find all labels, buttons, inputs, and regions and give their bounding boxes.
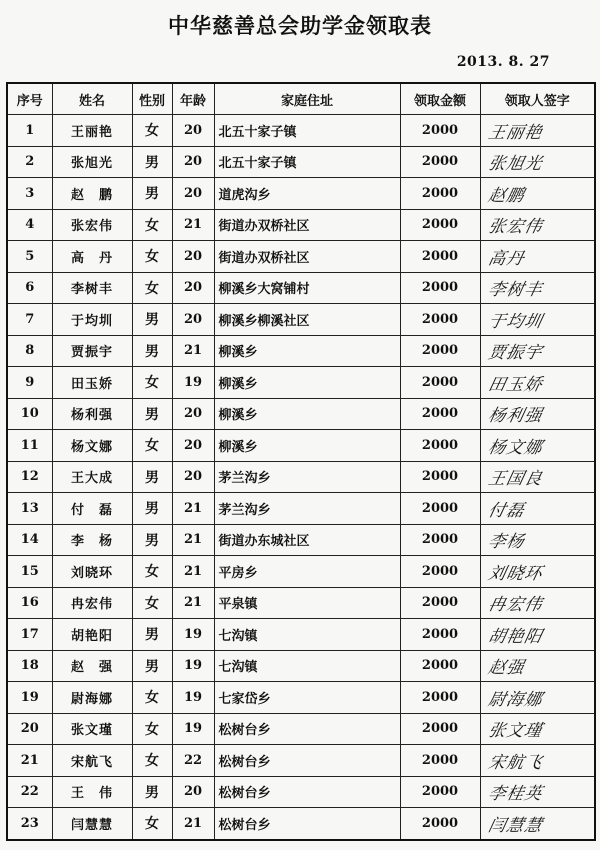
cell-name: 冉宏伟 [52, 587, 132, 619]
cell-signature [480, 682, 595, 714]
cell-amount: 2000 [400, 713, 480, 745]
table-row [7, 493, 595, 525]
cell-signature [480, 619, 595, 651]
cell-signature [480, 115, 595, 147]
handwritten-signature: 张宏伟 [485, 217, 545, 238]
document-title: 中华慈善总会助学金领取表 [168, 13, 432, 38]
cell-sex: 女 [132, 556, 172, 588]
cell-amount: 2000 [400, 776, 480, 808]
cell-signature [480, 776, 595, 808]
cell-address: 柳溪乡柳溪社区 [214, 304, 400, 336]
handwritten-signature: 刘晓环 [485, 563, 545, 584]
cell-address: 七家岱乡 [214, 682, 400, 714]
cell-sex: 女 [132, 209, 172, 241]
table-row [7, 745, 595, 777]
cell-no: 9 [7, 367, 52, 399]
cell-age: 21 [172, 209, 214, 241]
table-row [7, 178, 595, 210]
cell-sex: 女 [132, 682, 172, 714]
header-no: 序号 [7, 83, 52, 115]
cell-amount: 2000 [400, 619, 480, 651]
cell-address: 七沟镇 [214, 619, 400, 651]
cell-no: 17 [7, 619, 52, 651]
cell-no: 21 [7, 745, 52, 777]
cell-name: 张旭光 [52, 146, 132, 178]
cell-name: 闫慧慧 [52, 808, 132, 840]
cell-signature [480, 430, 595, 462]
cell-amount: 2000 [400, 524, 480, 556]
cell-amount: 2000 [400, 461, 480, 493]
handwritten-signature: 张文瑾 [485, 721, 545, 742]
cell-name: 于均圳 [52, 304, 132, 336]
cell-name: 张宏伟 [52, 209, 132, 241]
cell-name: 王大成 [52, 461, 132, 493]
header-address: 家庭住址 [214, 83, 400, 115]
cell-age: 21 [172, 524, 214, 556]
cell-sex: 女 [132, 808, 172, 840]
cell-age: 20 [172, 776, 214, 808]
cell-no: 10 [7, 398, 52, 430]
table-row [7, 461, 595, 493]
cell-amount: 2000 [400, 808, 480, 840]
table-row [7, 335, 595, 367]
cell-address: 茅兰沟乡 [214, 493, 400, 525]
cell-sex: 男 [132, 461, 172, 493]
cell-age: 21 [172, 556, 214, 588]
cell-age: 19 [172, 713, 214, 745]
handwritten-signature: 贾振宇 [485, 343, 545, 364]
cell-name: 高 丹 [52, 241, 132, 273]
cell-age: 19 [172, 367, 214, 399]
table-row [7, 146, 595, 178]
header-amount: 领取金额 [400, 83, 480, 115]
cell-sex: 男 [132, 524, 172, 556]
cell-no: 4 [7, 209, 52, 241]
cell-no: 7 [7, 304, 52, 336]
cell-address: 柳溪乡 [214, 335, 400, 367]
cell-address: 松树台乡 [214, 713, 400, 745]
cell-amount: 2000 [400, 587, 480, 619]
cell-name: 田玉娇 [52, 367, 132, 399]
handwritten-signature: 杨文娜 [485, 437, 545, 458]
cell-no: 13 [7, 493, 52, 525]
cell-amount: 2000 [400, 272, 480, 304]
cell-name: 赵 鹏 [52, 178, 132, 210]
cell-name: 张文瑾 [52, 713, 132, 745]
cell-signature [480, 304, 595, 336]
cell-age: 20 [172, 115, 214, 147]
table-header-row [7, 83, 595, 115]
cell-amount: 2000 [400, 304, 480, 336]
cell-signature [480, 524, 595, 556]
cell-amount: 2000 [400, 398, 480, 430]
handwritten-signature: 王国良 [485, 469, 545, 490]
cell-sex: 男 [132, 398, 172, 430]
cell-name: 王丽艳 [52, 115, 132, 147]
cell-age: 20 [172, 398, 214, 430]
cell-address: 松树台乡 [214, 808, 400, 840]
cell-name: 宋航飞 [52, 745, 132, 777]
cell-age: 20 [172, 178, 214, 210]
table-row [7, 524, 595, 556]
table-row [7, 619, 595, 651]
cell-sex: 男 [132, 493, 172, 525]
handwritten-signature: 杨利强 [485, 406, 545, 427]
cell-signature [480, 241, 595, 273]
cell-age: 20 [172, 430, 214, 462]
cell-signature [480, 209, 595, 241]
cell-name: 王 伟 [52, 776, 132, 808]
cell-signature [480, 808, 595, 840]
cell-no: 6 [7, 272, 52, 304]
cell-address: 七沟镇 [214, 650, 400, 682]
cell-no: 16 [7, 587, 52, 619]
cell-name: 胡艳阳 [52, 619, 132, 651]
cell-age: 20 [172, 146, 214, 178]
cell-address: 街道办双桥社区 [214, 241, 400, 273]
cell-no: 14 [7, 524, 52, 556]
cell-no: 22 [7, 776, 52, 808]
cell-signature [480, 398, 595, 430]
cell-age: 22 [172, 745, 214, 777]
cell-no: 15 [7, 556, 52, 588]
handwritten-signature: 李杨 [485, 532, 527, 553]
cell-amount: 2000 [400, 241, 480, 273]
cell-sex: 女 [132, 272, 172, 304]
cell-sex: 男 [132, 178, 172, 210]
cell-address: 松树台乡 [214, 776, 400, 808]
cell-name: 贾振宇 [52, 335, 132, 367]
header-sex: 性别 [132, 83, 172, 115]
handwritten-signature: 胡艳阳 [485, 626, 545, 647]
table-row [7, 650, 595, 682]
handwritten-signature: 赵强 [485, 658, 527, 679]
cell-signature [480, 713, 595, 745]
cell-signature [480, 493, 595, 525]
handwritten-signature: 田玉娇 [485, 374, 545, 395]
table-row [7, 556, 595, 588]
cell-age: 21 [172, 808, 214, 840]
cell-address: 柳溪乡大窝铺村 [214, 272, 400, 304]
handwritten-signature: 张旭光 [485, 154, 545, 175]
handwritten-signature: 于均圳 [485, 311, 545, 332]
cell-age: 19 [172, 682, 214, 714]
cell-age: 21 [172, 493, 214, 525]
cell-address: 北五十家子镇 [214, 115, 400, 147]
cell-amount: 2000 [400, 115, 480, 147]
cell-signature [480, 650, 595, 682]
cell-sex: 男 [132, 335, 172, 367]
handwritten-signature: 宋航飞 [485, 752, 545, 773]
table-body [7, 115, 595, 840]
header-signature: 领取人签字 [480, 83, 595, 115]
cell-signature [480, 272, 595, 304]
cell-signature [480, 367, 595, 399]
cell-name: 刘晓环 [52, 556, 132, 588]
cell-amount: 2000 [400, 209, 480, 241]
cell-name: 李树丰 [52, 272, 132, 304]
cell-no: 18 [7, 650, 52, 682]
cell-address: 柳溪乡 [214, 367, 400, 399]
cell-sex: 女 [132, 745, 172, 777]
cell-signature [480, 178, 595, 210]
cell-name: 杨文娜 [52, 430, 132, 462]
cell-signature [480, 587, 595, 619]
cell-sex: 女 [132, 430, 172, 462]
table-row [7, 209, 595, 241]
handwritten-signature: 闫慧慧 [485, 815, 545, 836]
cell-no: 5 [7, 241, 52, 273]
cell-signature [480, 745, 595, 777]
cell-amount: 2000 [400, 146, 480, 178]
cell-no: 8 [7, 335, 52, 367]
cell-age: 20 [172, 461, 214, 493]
cell-sex: 女 [132, 241, 172, 273]
cell-age: 20 [172, 304, 214, 336]
cell-address: 松树台乡 [214, 745, 400, 777]
table-row [7, 304, 595, 336]
cell-amount: 2000 [400, 745, 480, 777]
handwritten-signature: 付磊 [485, 500, 527, 521]
cell-age: 21 [172, 335, 214, 367]
cell-no: 12 [7, 461, 52, 493]
handwritten-signature: 李树丰 [485, 280, 545, 301]
cell-sex: 男 [132, 776, 172, 808]
cell-no: 23 [7, 808, 52, 840]
cell-address: 平泉镇 [214, 587, 400, 619]
cell-signature [480, 146, 595, 178]
table-row [7, 776, 595, 808]
cell-signature [480, 461, 595, 493]
cell-signature [480, 556, 595, 588]
table-row [7, 115, 595, 147]
handwritten-signature: 赵鹏 [485, 185, 527, 206]
cell-sex: 男 [132, 146, 172, 178]
cell-sex: 男 [132, 304, 172, 336]
cell-amount: 2000 [400, 493, 480, 525]
cell-amount: 2000 [400, 335, 480, 367]
table-row [7, 682, 595, 714]
scholarship-table [6, 82, 596, 841]
table-row [7, 430, 595, 462]
cell-no: 2 [7, 146, 52, 178]
table-row [7, 587, 595, 619]
cell-amount: 2000 [400, 682, 480, 714]
cell-amount: 2000 [400, 556, 480, 588]
cell-sex: 男 [132, 650, 172, 682]
cell-amount: 2000 [400, 430, 480, 462]
handwritten-signature: 高丹 [485, 248, 527, 269]
handwritten-signature: 冉宏伟 [485, 595, 545, 616]
cell-name: 尉海娜 [52, 682, 132, 714]
cell-no: 19 [7, 682, 52, 714]
cell-name: 付 磊 [52, 493, 132, 525]
cell-address: 街道办东城社区 [214, 524, 400, 556]
cell-amount: 2000 [400, 367, 480, 399]
cell-no: 1 [7, 115, 52, 147]
cell-age: 21 [172, 587, 214, 619]
table-row [7, 241, 595, 273]
header-age: 年龄 [172, 83, 214, 115]
cell-address: 道虎沟乡 [214, 178, 400, 210]
cell-address: 茅兰沟乡 [214, 461, 400, 493]
cell-name: 李 杨 [52, 524, 132, 556]
cell-address: 平房乡 [214, 556, 400, 588]
table-row [7, 808, 595, 840]
cell-sex: 女 [132, 713, 172, 745]
table-row [7, 713, 595, 745]
handwritten-signature: 王丽艳 [485, 122, 545, 143]
cell-signature [480, 335, 595, 367]
cell-age: 20 [172, 241, 214, 273]
cell-address: 街道办双桥社区 [214, 209, 400, 241]
cell-name: 赵 强 [52, 650, 132, 682]
handwritten-signature: 尉海娜 [485, 689, 545, 710]
document-date: 2013. 8. 27 [456, 54, 550, 70]
cell-address: 柳溪乡 [214, 430, 400, 462]
cell-address: 柳溪乡 [214, 398, 400, 430]
table-row [7, 398, 595, 430]
cell-age: 20 [172, 272, 214, 304]
cell-no: 20 [7, 713, 52, 745]
cell-sex: 男 [132, 619, 172, 651]
cell-age: 19 [172, 619, 214, 651]
cell-sex: 女 [132, 587, 172, 619]
cell-sex: 女 [132, 115, 172, 147]
cell-name: 杨利强 [52, 398, 132, 430]
cell-no: 3 [7, 178, 52, 210]
handwritten-signature: 李桂英 [485, 784, 545, 805]
cell-no: 11 [7, 430, 52, 462]
cell-address: 北五十家子镇 [214, 146, 400, 178]
cell-amount: 2000 [400, 178, 480, 210]
cell-age: 19 [172, 650, 214, 682]
cell-sex: 女 [132, 367, 172, 399]
table-row [7, 272, 595, 304]
cell-amount: 2000 [400, 650, 480, 682]
table-row [7, 367, 595, 399]
header-name: 姓名 [52, 83, 132, 115]
